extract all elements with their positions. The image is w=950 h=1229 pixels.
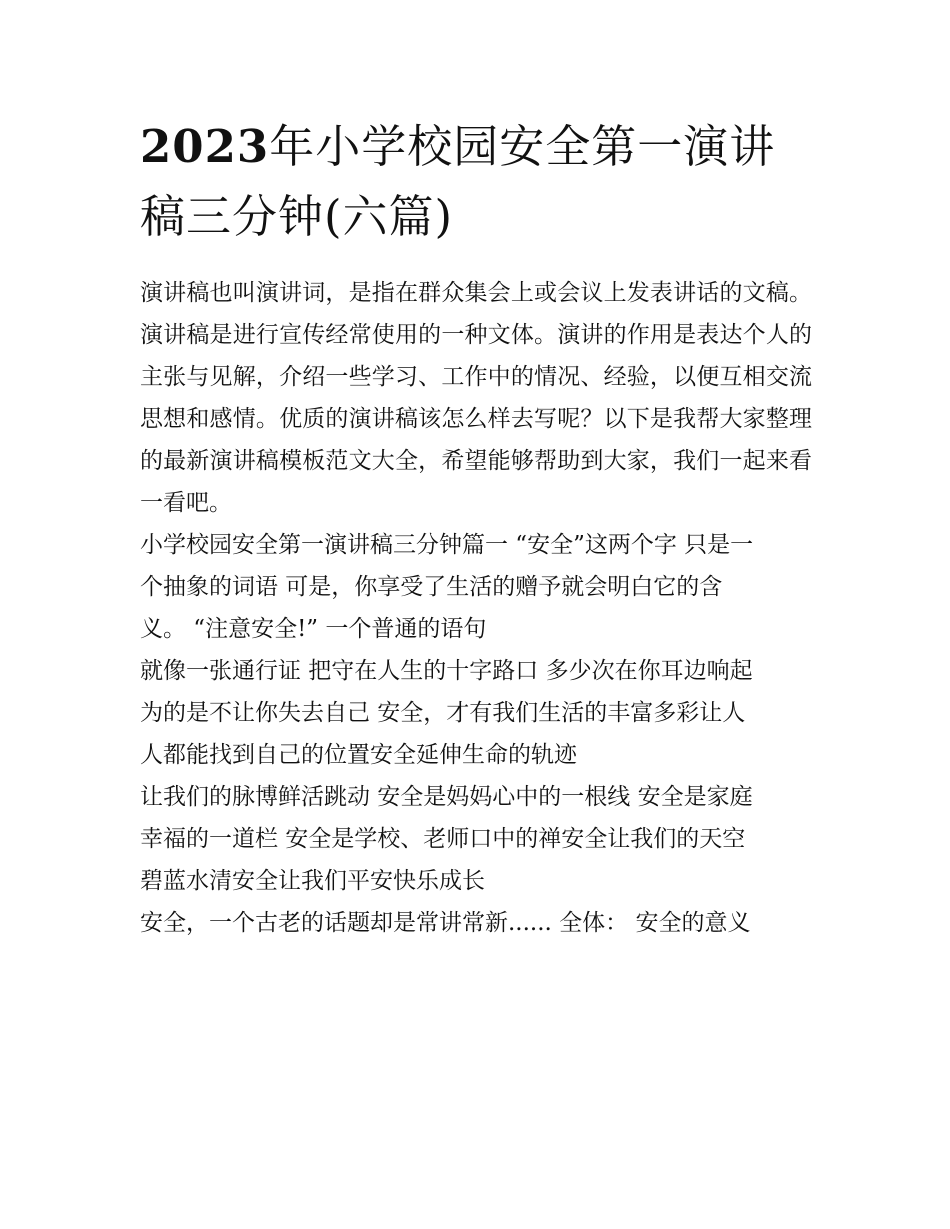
title-text: 年小学校园安全第一演讲稿三分钟(六篇) <box>140 120 776 243</box>
text-line: 就像一张通行证 把守在人生的十字路口 多少次在你耳边响起 <box>140 658 753 684</box>
text-line: 碧蓝水清安全让我们平安快乐成长 <box>140 868 485 894</box>
section-2 <box>140 650 812 776</box>
text-line: 个抽象的词语 可是，你享受了生活的赠予就会明白它的含 <box>140 574 723 600</box>
text-line: 幸福的一道栏 安全是学校、老师口中的禅安全让我们的天空 <box>140 826 746 852</box>
document-title <box>140 112 812 252</box>
document-content <box>140 112 812 944</box>
intro-paragraph: 演讲稿也叫演讲词，是指在群众集会上或会议上发表讲话的文稿。演讲稿是进行宣传经常使用的一种文体。演讲的作用是表达个人的主张与见解，介绍一些学习、工作中的情况、经验，以便互相交流思想和感情。优质的演讲稿该怎么样去写呢？以下是我帮大家整理的最新演讲稿模板范文大全，希望能够帮助到大家，我们一起来看一看吧。 <box>140 280 812 516</box>
title-year: 2023 <box>140 120 270 173</box>
text-line: 义。 “注意安全!” 一个普通的语句 <box>140 616 487 642</box>
text-line: 为的是不让你失去自己 安全，才有我们生活的丰富多彩让人 <box>140 700 746 726</box>
text-line: 人都能找到自己的位置安全延伸生命的轨迹 <box>140 742 577 768</box>
section-4 <box>140 902 812 944</box>
document-body <box>140 272 812 944</box>
text-line: 安全，一个古老的话题却是常讲常新...... 全体： 安全的意义 <box>140 910 751 936</box>
text-line: 小学校园安全第一演讲稿三分钟篇一 “安全”这两个字 只是一 <box>140 532 754 558</box>
section-1 <box>140 524 812 650</box>
section-3 <box>140 776 812 902</box>
text-line: 让我们的脉博鲜活跳动 安全是妈妈心中的一根线 安全是家庭 <box>140 784 753 810</box>
